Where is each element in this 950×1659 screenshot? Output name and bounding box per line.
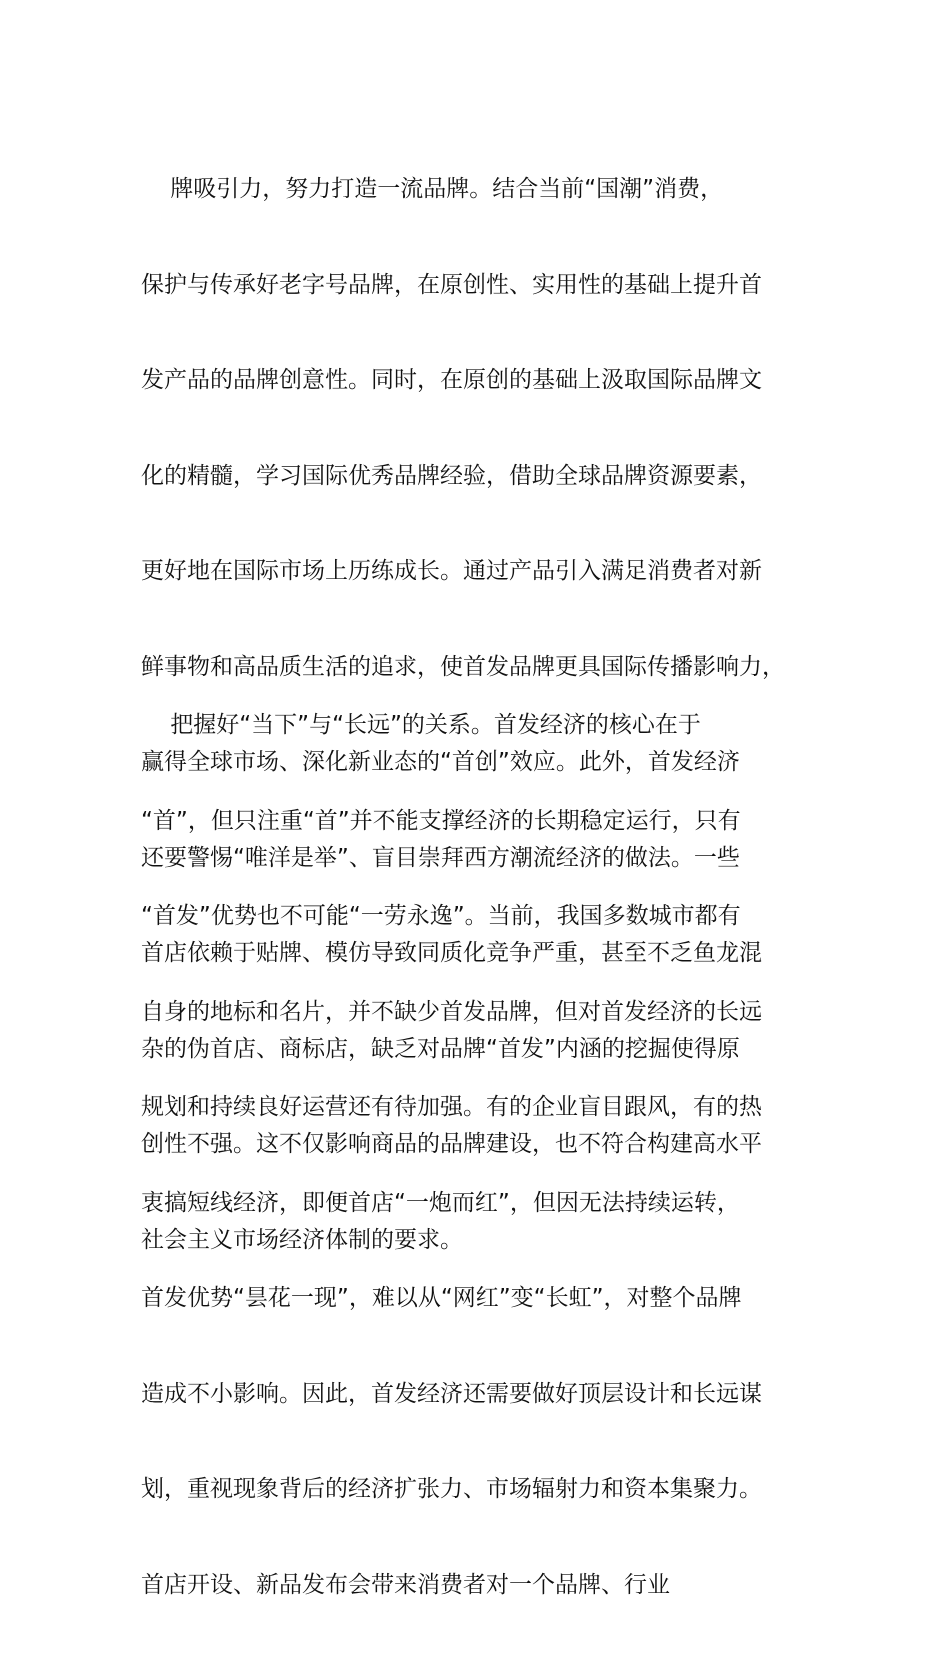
text-line: 创性不强。这不仅影响商品的品牌建设，也不符合构建高水平 bbox=[141, 1131, 762, 1157]
paragraph-2 bbox=[141, 652, 841, 1659]
text-line: 社会主义市场经济体制的要求。 bbox=[141, 1226, 463, 1253]
text-line: 划，重视现象背后的经济扩张力、市场辐射力和资本集聚力。 bbox=[141, 1476, 762, 1502]
text-line: 鲜事物和高品质生活的追求，使首发品牌更具国际传播影响力， bbox=[141, 653, 785, 680]
text-line: 更好地在国际市场上历练成长。通过产品引入满足消费者对新 bbox=[141, 558, 762, 584]
text-line: 首店开设、新品发布会带来消费者对一个品牌、行业 bbox=[141, 1571, 670, 1598]
text-line: 保护与传承好老字号品牌，在原创性、实用性的基础上提升首 bbox=[141, 271, 762, 298]
text-line: 杂的伪首店、商标店，缺乏对品牌“首发”内涵的挖掘使得原 bbox=[141, 1035, 740, 1062]
text-line: 还要警惕“唯洋是举”、盲目崇拜西方潮流经济的做法。一些 bbox=[141, 844, 740, 871]
text-line: “首”，但只注重“首”并不能支撑经济的长期稳定运行，只有 bbox=[141, 807, 741, 834]
text-line: 首发优势“昙花一现”，难以从“网红”变“长虹”，对整个品牌 bbox=[141, 1285, 742, 1311]
text-line: “首发”优势也不可能“一劳永逸”。当前，我国多数城市都有 bbox=[141, 903, 741, 929]
text-line: 衷搞短线经济，即便首店“一炮而红”，但因无法持续运转， bbox=[141, 1189, 740, 1216]
text-line: 造成不小影响。因此，首发经济还需要做好顶层设计和长远谋 bbox=[141, 1380, 762, 1407]
text-line: 把握好“当下”与“长远”的关系。首发经济的核心在于 bbox=[141, 712, 701, 738]
text-line: 规划和持续良好运营还有待加强。有的企业盲目跟风，有的热 bbox=[141, 1094, 762, 1120]
text-line: 自身的地标和名片，并不缺少首发品牌，但对首发经济的长远 bbox=[141, 998, 762, 1025]
text-line: 牌吸引力，努力打造一流品牌。结合当前“国潮”消费， bbox=[141, 176, 724, 202]
text-line: 发产品的品牌创意性。同时，在原创的基础上汲取国际品牌文 bbox=[141, 367, 762, 393]
text-line: 化的精髓，学习国际优秀品牌经验，借助全球品牌资源要素， bbox=[141, 462, 762, 489]
text-line: 首店依赖于贴牌、模仿导致同质化竞争严重，甚至不乏鱼龙混 bbox=[141, 940, 762, 966]
text-line: 赢得全球市场、深化新业态的“首创”效应。此外，首发经济 bbox=[141, 749, 740, 775]
